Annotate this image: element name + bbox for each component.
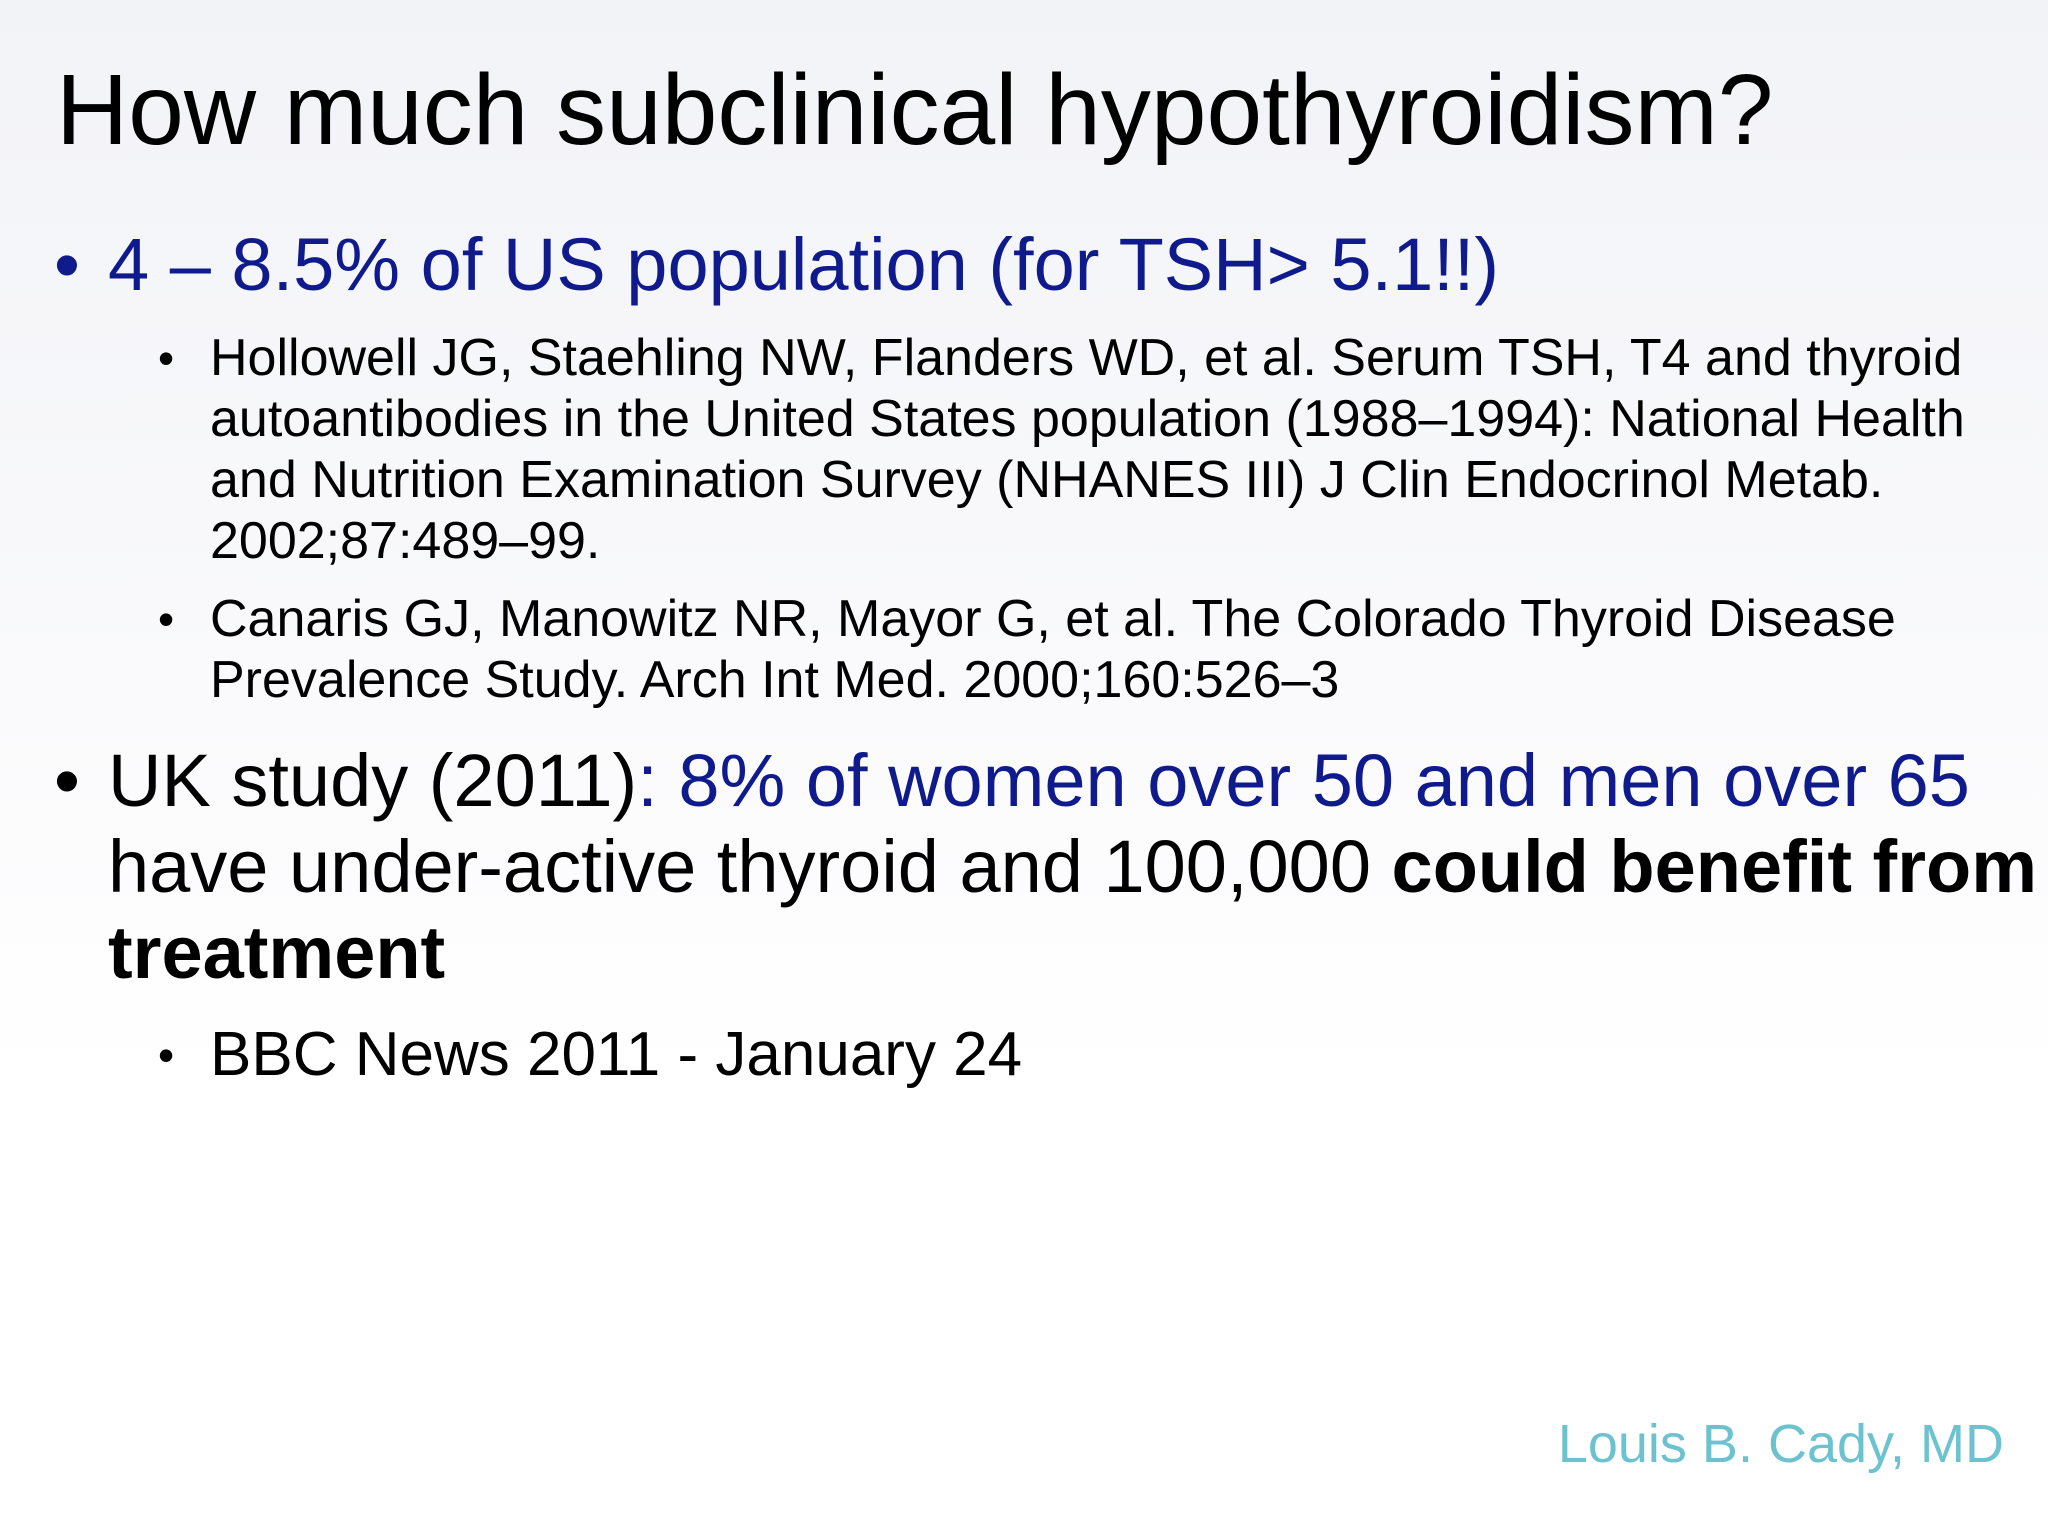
reference-bbc — [158, 1018, 2008, 1092]
uk-study-middle: have under-active thyroid and 100,000 — [108, 825, 1392, 908]
bullet-uk-study — [54, 738, 2038, 996]
presenter-credit: Louis B. Cady, MD — [1557, 1414, 2004, 1474]
reference-text: Canaris GJ, Manowitz NR, Mayor G, et al. The Colorado Thyroid Disease Prevalence Study. Arch Int Med. 2000;160:526–3 — [210, 590, 1896, 709]
sub-bullet-marker: • — [158, 593, 175, 645]
reference-hollowell — [158, 328, 2008, 572]
reference-canaris — [158, 589, 2008, 711]
uk-study-highlight: : 8% of women over 50 and men over 65 — [637, 739, 1970, 822]
uk-study-label: UK study (2011) — [108, 739, 638, 822]
bullet-marker: • — [54, 739, 80, 822]
sub-bullet-marker: • — [158, 1029, 175, 1081]
bullet-us-prevalence — [54, 222, 2038, 308]
bullet-text — [108, 738, 2038, 996]
bullet-marker: • — [54, 223, 80, 306]
slide-title: How much subclinical hypothyroidism? — [56, 54, 1774, 166]
bullet-text: 4 – 8.5% of US population (for TSH> 5.1!!) — [108, 223, 1500, 306]
uk-study-emphasis: could benefit from treatment — [108, 825, 2037, 994]
reference-text: Hollowell JG, Staehling NW, Flanders WD, et al. Serum TSH, T4 and thyroid autoantibodies in the United States population (1988–1994): National Health and Nutrition Examination Survey (NHANES III) J Clin Endocrinol Metab. 2002;87:489–99. — [210, 329, 1965, 570]
reference-text: BBC News 2011 - January 24 — [210, 1020, 1023, 1089]
sub-bullet-marker: • — [158, 332, 175, 384]
